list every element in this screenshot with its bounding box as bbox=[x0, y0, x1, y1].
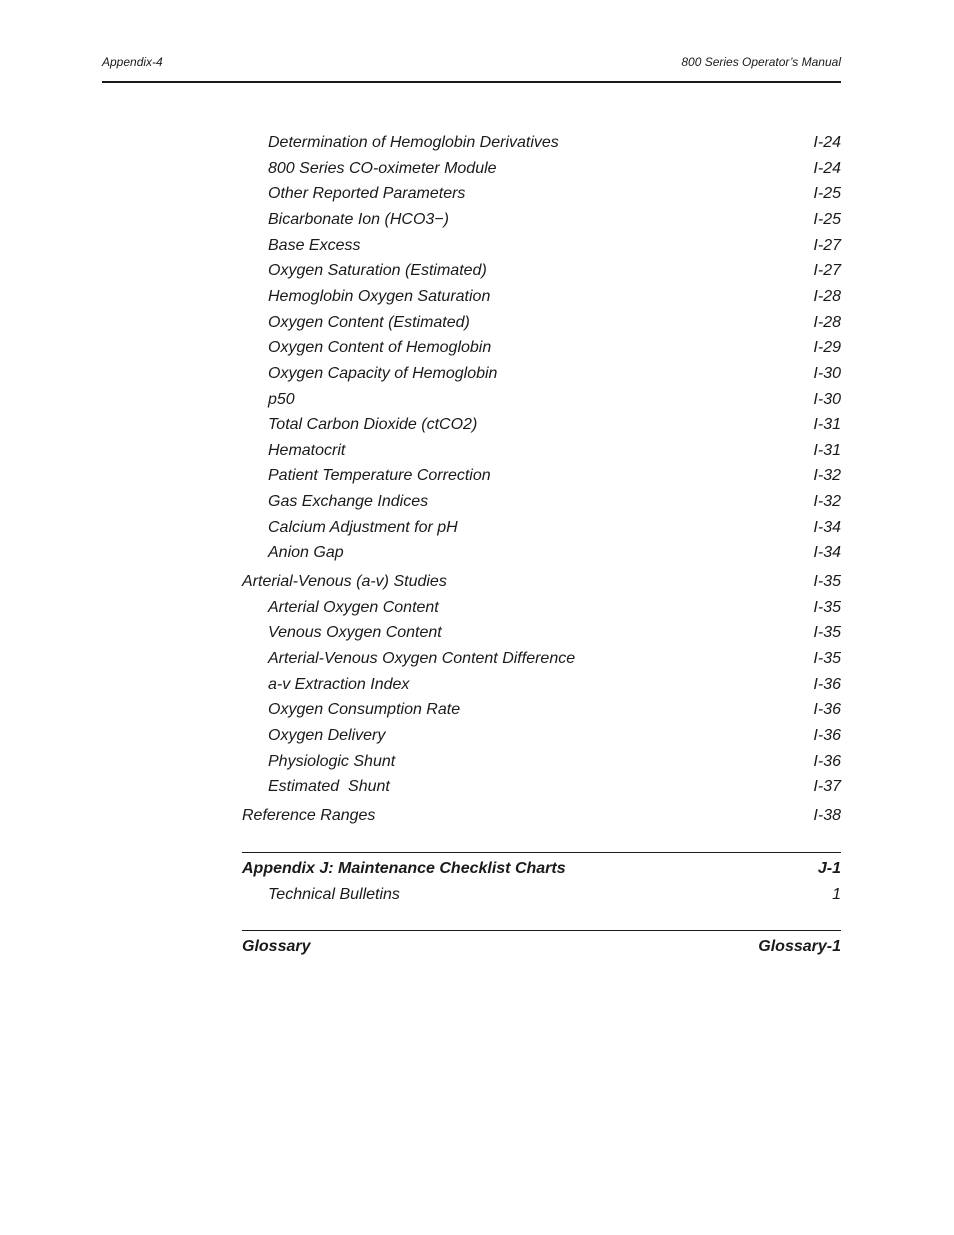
toc-entry-page: I-27 bbox=[813, 237, 841, 254]
toc-entry-title: Oxygen Capacity of Hemoglobin bbox=[268, 365, 498, 382]
toc-entry[interactable] bbox=[268, 517, 841, 539]
toc-entry-title: 800 Series CO-oximeter Module bbox=[268, 160, 497, 177]
toc-section-entry[interactable] bbox=[242, 571, 841, 593]
toc-entry-page: I-31 bbox=[813, 416, 841, 433]
toc-entry-title: Patient Temperature Correction bbox=[268, 467, 491, 484]
toc-entry-title: Oxygen Consumption Rate bbox=[268, 701, 461, 718]
toc-entry-title: Oxygen Content (Estimated) bbox=[268, 314, 470, 331]
toc-entry-title: Other Reported Parameters bbox=[268, 185, 466, 202]
toc-entry-page: I-28 bbox=[813, 314, 841, 331]
toc-entry-page: I-34 bbox=[813, 544, 841, 561]
toc-entry-title: Base Excess bbox=[268, 237, 361, 254]
toc-entry-page: 1 bbox=[832, 886, 841, 903]
toc-entry[interactable] bbox=[268, 674, 841, 696]
toc-entry[interactable] bbox=[268, 465, 841, 487]
toc-entry[interactable] bbox=[268, 414, 841, 436]
toc-entry-title: Determination of Hemoglobin Derivatives bbox=[268, 134, 559, 151]
toc-entry[interactable] bbox=[268, 725, 841, 747]
toc-entry-title: Appendix J: Maintenance Checklist Charts bbox=[242, 860, 566, 877]
toc-entry-page: Glossary-1 bbox=[758, 938, 841, 955]
toc-entry-page: I-32 bbox=[813, 493, 841, 510]
toc-entry-title: Bicarbonate Ion (HCO3−) bbox=[268, 211, 449, 228]
section-divider bbox=[242, 930, 841, 931]
toc-entry-page: I-34 bbox=[813, 519, 841, 536]
toc-entry[interactable] bbox=[268, 286, 841, 308]
toc-entry-title: Hemoglobin Oxygen Saturation bbox=[268, 288, 491, 305]
toc-entry-page: I-30 bbox=[813, 391, 841, 408]
header-section-label: Appendix-4 bbox=[102, 55, 163, 69]
toc-entry-title: Hematocrit bbox=[268, 442, 346, 459]
toc-entry[interactable] bbox=[268, 699, 841, 721]
toc-entry[interactable] bbox=[268, 363, 841, 385]
toc-entry-page: I-24 bbox=[813, 134, 841, 151]
toc-entry-page: I-35 bbox=[813, 573, 841, 590]
toc-entry-page: I-37 bbox=[813, 778, 841, 795]
toc-section-entry[interactable] bbox=[242, 805, 841, 827]
toc-entry-title: Estimated Shunt bbox=[268, 778, 390, 795]
toc-entry[interactable] bbox=[268, 389, 841, 411]
toc-entry-page: I-36 bbox=[813, 676, 841, 693]
toc-entry-title: Glossary bbox=[242, 938, 311, 955]
toc-entry-title: Arterial-Venous Oxygen Content Difference bbox=[268, 650, 576, 667]
toc-entry[interactable] bbox=[268, 776, 841, 798]
toc-entry-page: I-27 bbox=[813, 262, 841, 279]
toc-entry-page: I-24 bbox=[813, 160, 841, 177]
toc-entry-title: Physiologic Shunt bbox=[268, 753, 396, 770]
toc-entry[interactable] bbox=[268, 622, 841, 644]
toc-entry-page: I-25 bbox=[813, 211, 841, 228]
toc-entry-page: I-29 bbox=[813, 339, 841, 356]
toc-entry[interactable] bbox=[268, 132, 841, 154]
toc-entry-title: Oxygen Saturation (Estimated) bbox=[268, 262, 487, 279]
toc-entry[interactable] bbox=[268, 158, 841, 180]
toc-entry-page: I-36 bbox=[813, 753, 841, 770]
toc-entry-page: I-36 bbox=[813, 701, 841, 718]
toc-entry[interactable] bbox=[268, 597, 841, 619]
toc-entry[interactable] bbox=[268, 260, 841, 282]
header-manual-title: 800 Series Operator’s Manual bbox=[681, 55, 841, 69]
toc-entry-title: Anion Gap bbox=[268, 544, 344, 561]
toc-entry-title: Arterial Oxygen Content bbox=[268, 599, 439, 616]
toc-entry-page: I-31 bbox=[813, 442, 841, 459]
toc-entry[interactable] bbox=[268, 209, 841, 231]
toc-entry-page: I-35 bbox=[813, 624, 841, 641]
toc-entry-page: I-30 bbox=[813, 365, 841, 382]
toc-entry-page: I-35 bbox=[813, 599, 841, 616]
toc-entry-page: I-28 bbox=[813, 288, 841, 305]
toc-entry-title: Calcium Adjustment for pH bbox=[268, 519, 458, 536]
toc-entry-title: Gas Exchange Indices bbox=[268, 493, 429, 510]
toc-entry[interactable] bbox=[268, 337, 841, 359]
toc-entry-title: Oxygen Content of Hemoglobin bbox=[268, 339, 492, 356]
toc-chapter-entry[interactable] bbox=[242, 936, 841, 958]
toc-entry-page: I-35 bbox=[813, 650, 841, 667]
toc-entry-title: Reference Ranges bbox=[242, 807, 376, 824]
toc-entry[interactable] bbox=[268, 884, 841, 906]
toc-entry-page: I-38 bbox=[813, 807, 841, 824]
toc-entry-title: Total Carbon Dioxide (ctCO2) bbox=[268, 416, 478, 433]
toc-entry[interactable] bbox=[268, 751, 841, 773]
toc-entry-title: Technical Bulletins bbox=[268, 886, 400, 903]
toc-entry[interactable] bbox=[268, 235, 841, 257]
toc-entry-page: J-1 bbox=[817, 860, 841, 877]
toc-entry[interactable] bbox=[268, 491, 841, 513]
toc-entry[interactable] bbox=[268, 440, 841, 462]
toc-entry-page: I-32 bbox=[813, 467, 841, 484]
toc-entry-title: p50 bbox=[268, 391, 295, 408]
toc-entry-title: Arterial-Venous (a-v) Studies bbox=[242, 573, 447, 590]
toc-entry[interactable] bbox=[268, 648, 841, 670]
toc-entry-title: Venous Oxygen Content bbox=[268, 624, 442, 641]
toc-entry[interactable] bbox=[268, 542, 841, 564]
toc-entry[interactable] bbox=[268, 312, 841, 334]
toc-chapter-entry[interactable] bbox=[242, 858, 841, 880]
toc-entry-page: I-25 bbox=[813, 185, 841, 202]
toc-entry[interactable] bbox=[268, 183, 841, 205]
toc-entry-title: Oxygen Delivery bbox=[268, 727, 386, 744]
section-divider bbox=[242, 852, 841, 853]
toc-entry-title: a-v Extraction Index bbox=[268, 676, 410, 693]
toc-entry-page: I-36 bbox=[813, 727, 841, 744]
